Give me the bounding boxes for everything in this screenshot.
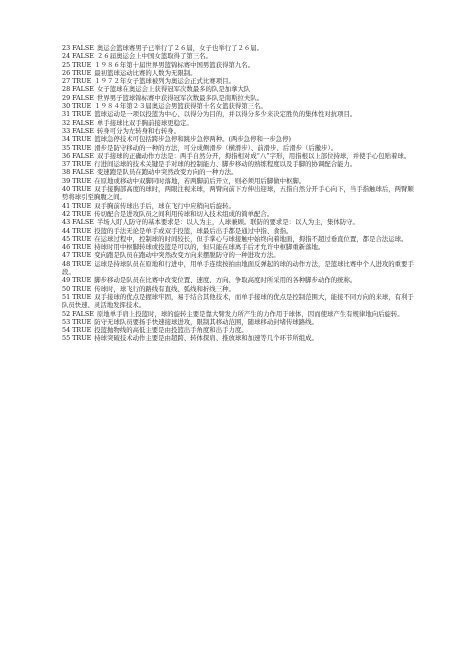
question-number: 28 bbox=[62, 85, 71, 94]
answer-label: TRUE bbox=[72, 243, 92, 252]
question-text: 传球时，球飞行的路线有直线、弧线和折线三种。 bbox=[94, 284, 235, 293]
question-item bbox=[62, 119, 418, 127]
question-item bbox=[62, 293, 418, 310]
question-number: 44 bbox=[62, 226, 71, 235]
question-text: 在运球过程中，控制球的时间较长，但手掌心与球接触中始终向着地面，拇指不超过垂直位置，都是合法运球。 bbox=[94, 234, 408, 243]
question-item bbox=[62, 310, 418, 318]
question-number: 36 bbox=[62, 151, 71, 160]
question-number: 49 bbox=[62, 276, 71, 285]
question-text: 单手接球比双手胸前接球更稳定。 bbox=[96, 118, 193, 127]
answer-label: FALSE bbox=[72, 151, 94, 160]
answer-label: FALSE bbox=[72, 126, 94, 135]
answer-label: FALSE bbox=[72, 168, 94, 177]
question-item bbox=[62, 202, 418, 210]
question-text: 双手接球的优点是握球牢固，易于结合其他技术，而单手接球的优点是控制范围大，能接不同方向的来球，有利于队员快速、灵活地发挥技术。 bbox=[62, 292, 414, 310]
question-number: 39 bbox=[62, 176, 71, 185]
question-text: 持球时用中枢脚转球或投篮是可以的，但只能在球离手后才允许中枢脚重新落地。 bbox=[94, 243, 325, 252]
question-item bbox=[62, 285, 418, 293]
question-text: １９８４年第２３届奥运会男篮获得第十名女篮获得第三名。 bbox=[94, 102, 267, 111]
question-text: 女子篮球在奥运会上获得冠军次数最多的队是加拿大队 bbox=[96, 85, 251, 94]
answer-label: TRUE bbox=[72, 276, 92, 285]
question-item bbox=[62, 260, 418, 277]
question-text: 半场人盯人防守的基本要求是：以人为主，人球兼顾。联防的要求是：以人为主，集体防守。 bbox=[96, 218, 359, 227]
question-number: 38 bbox=[62, 168, 71, 177]
question-text: １９７２年女子篮球被列为奥运会正式比赛项目。 bbox=[94, 77, 235, 86]
question-text: 传切配合是进攻队员之间利用传球和切入技术组成的简单配合。 bbox=[94, 209, 274, 218]
question-number: 43 bbox=[62, 218, 71, 227]
answer-label: TRUE bbox=[72, 251, 92, 260]
answer-label: TRUE bbox=[72, 334, 92, 343]
answer-label: FALSE bbox=[72, 85, 94, 94]
question-number: 31 bbox=[62, 110, 71, 119]
question-item bbox=[62, 61, 418, 69]
question-number: 54 bbox=[62, 326, 71, 335]
question-item bbox=[62, 177, 418, 185]
answer-label: TRUE bbox=[72, 259, 92, 268]
question-number: 30 bbox=[62, 102, 71, 111]
question-item bbox=[62, 144, 418, 152]
answer-label: TRUE bbox=[72, 68, 92, 77]
question-item bbox=[62, 218, 418, 226]
question-number: 47 bbox=[62, 251, 71, 260]
question-number: 46 bbox=[62, 243, 71, 252]
answer-label: TRUE bbox=[72, 326, 92, 335]
question-item bbox=[62, 210, 418, 218]
question-item bbox=[62, 135, 418, 143]
answer-label: TRUE bbox=[72, 201, 92, 210]
answer-label: TRUE bbox=[72, 234, 92, 243]
answer-label: TRUE bbox=[72, 60, 92, 69]
question-item bbox=[62, 85, 418, 93]
answer-label: FALSE bbox=[72, 218, 94, 227]
question-number: 33 bbox=[62, 126, 71, 135]
question-number: 35 bbox=[62, 143, 71, 152]
question-item bbox=[62, 110, 418, 118]
question-text: 篮球急停技术可包括跨步急停和跳步急停两种。(两步急停和一步急停) bbox=[94, 135, 291, 144]
question-number: 26 bbox=[62, 68, 71, 77]
question-number: 45 bbox=[62, 234, 71, 243]
answer-label: TRUE bbox=[72, 135, 92, 144]
question-text: 双手接胸部高度的球时，两眼注视来球，两臂向前下方伸出迎球，五指自然分开手心向下，当手指触球后，两臂顺势将球引至胸腹之间。 bbox=[62, 185, 414, 202]
question-number: 32 bbox=[62, 118, 71, 127]
question-item bbox=[62, 251, 418, 259]
question-number: 23 bbox=[62, 44, 71, 52]
answer-label: TRUE bbox=[72, 143, 92, 152]
question-number: 41 bbox=[62, 201, 71, 210]
question-text: 转身可分为左转身和右转身。 bbox=[96, 126, 180, 135]
question-list bbox=[62, 44, 418, 343]
question-item bbox=[62, 276, 418, 284]
question-text: 投篮的手法无论是单手或双手投篮，球最后出手都是通过中指、食指。 bbox=[94, 226, 293, 235]
question-number: 25 bbox=[62, 60, 71, 69]
question-text: ２６届奥运会上中国女篮取得了第三名。 bbox=[96, 52, 212, 61]
question-number: 40 bbox=[62, 185, 71, 194]
answer-label: TRUE bbox=[72, 226, 92, 235]
question-text: 行进间运球的技术关键是手对球的控制能力、脚步移动的熟练程度以及手脚的协调配合能力。 bbox=[94, 160, 357, 169]
question-text: 滑步是防守移动的一种的方法，可分成侧滑步（横滑步）、前滑步、后滑步（后撤步）。 bbox=[94, 143, 338, 152]
question-text: 世界男子篮球锦标赛中获得冠军次数最多队是南斯拉夫队。 bbox=[96, 93, 264, 102]
question-text: 投篮抛物线的高低主要是由投篮出手角度和出手力度。 bbox=[94, 326, 248, 335]
question-text: 双手胸前传球出手后，球在飞行中应稍向后旋转。 bbox=[94, 201, 235, 210]
question-number: 53 bbox=[62, 317, 71, 326]
question-item bbox=[62, 334, 418, 342]
question-text: 变速跑是队员在跑动中突然改变方向的一种方法。 bbox=[96, 168, 238, 177]
question-item bbox=[62, 152, 418, 160]
question-number: 50 bbox=[62, 284, 71, 293]
answer-label: TRUE bbox=[72, 102, 92, 111]
question-number: 52 bbox=[62, 309, 71, 318]
answer-label: TRUE bbox=[72, 185, 92, 194]
question-text: 脚步移动是队员在比赛中改变位置、速度、方向、争取高度时所采用的各种脚步动作的统称。 bbox=[94, 276, 357, 285]
answer-label: FALSE bbox=[72, 93, 94, 102]
question-item bbox=[62, 168, 418, 176]
answer-label: FALSE bbox=[72, 118, 94, 127]
question-text: 双手接球的正确动作方法是：两手自然分开，拇指相对成“八”字形，用指根以上部位持球，并使手心包贴着球。 bbox=[96, 151, 411, 160]
answer-label: TRUE bbox=[72, 110, 92, 119]
question-number: 27 bbox=[62, 77, 71, 86]
answer-label: FALSE bbox=[72, 309, 94, 318]
answer-label: TRUE bbox=[72, 176, 92, 185]
answer-label: TRUE bbox=[72, 160, 92, 169]
question-item bbox=[62, 227, 418, 235]
answer-label: TRUE bbox=[72, 292, 92, 301]
question-text: 篮球运动是一项以投篮为中心、以得分为目的，并以得分多少来决定胜负的集体性对抗项目。 bbox=[94, 110, 357, 119]
question-number: 51 bbox=[62, 292, 71, 301]
question-item bbox=[62, 52, 418, 60]
question-number: 37 bbox=[62, 160, 71, 169]
question-item bbox=[62, 94, 418, 102]
answer-label: TRUE bbox=[72, 284, 92, 293]
question-item bbox=[62, 185, 418, 202]
question-text: １９８６年第十届世界男篮锦标赛中国男篮获得第九名。 bbox=[94, 60, 255, 69]
question-text: 变向跑是队员在跑动中突然改变方向来摆脱防守的一种进攻方法。 bbox=[94, 251, 280, 260]
question-text: 防守无球队员要扬手快速接球进攻，限制其移动范围，随球移动封堵传球路线。 bbox=[94, 317, 318, 326]
answer-label: FALSE bbox=[72, 44, 94, 52]
question-text: 最初篮球运动比赛的人数为无限制。 bbox=[94, 68, 197, 77]
question-item bbox=[62, 235, 418, 243]
answer-label: TRUE bbox=[72, 77, 92, 86]
question-number: 24 bbox=[62, 52, 71, 61]
question-text: 原地单手肩上投篮时，球的旋转主要是靠大臂发力所产生的力作用于球体，因而使球产生有规律地向后旋转。 bbox=[96, 309, 404, 318]
question-text: 持球突破技术动作主要是由超跨、转体探肩、推放球和加速等几个环节所组成。 bbox=[94, 334, 318, 343]
answer-label: FALSE bbox=[72, 52, 94, 61]
question-number: 29 bbox=[62, 93, 71, 102]
question-text: 在原地或移动中双脚同时落地，若两脚前后开立，则必须用后脚做中枢脚。 bbox=[94, 176, 306, 185]
question-text: 运球是持球队员在原地和行进中，用单手连续按拍由地面反弹起的球的动作方法，是篮球比赛中个人进攻的重要手段。 bbox=[62, 259, 414, 277]
question-item bbox=[62, 69, 418, 77]
question-number: 48 bbox=[62, 259, 71, 268]
answer-label: TRUE bbox=[72, 317, 92, 326]
question-number: 55 bbox=[62, 334, 71, 343]
question-number: 34 bbox=[62, 135, 71, 144]
answer-label: TRUE bbox=[72, 209, 92, 218]
question-number: 42 bbox=[62, 209, 71, 218]
question-text: 奥运会篮球赛男子已举行了２６届，女子也举行了２６届。 bbox=[96, 44, 264, 52]
question-item bbox=[62, 318, 418, 326]
